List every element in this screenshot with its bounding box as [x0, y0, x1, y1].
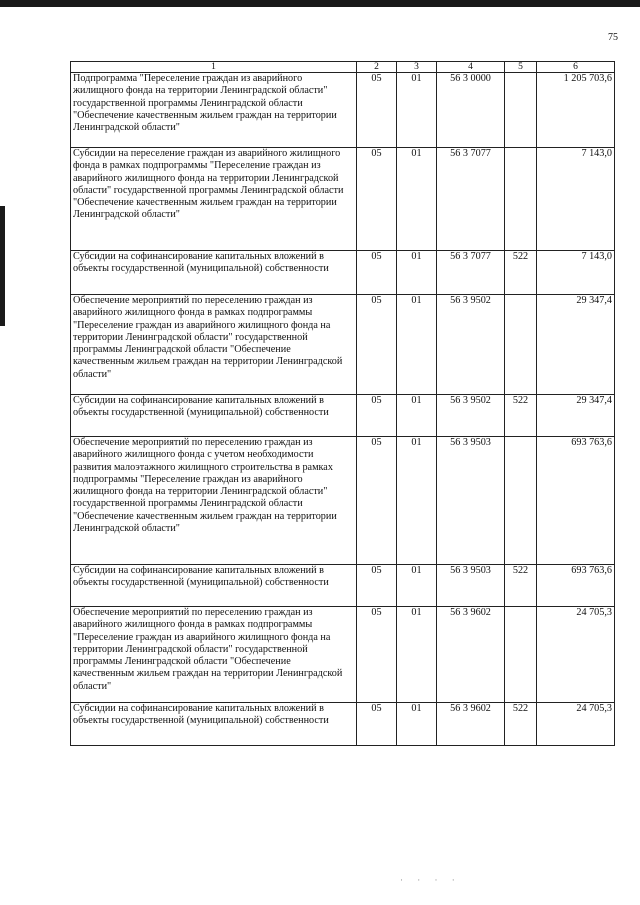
header-cell-2: 2: [357, 62, 397, 73]
row-section-cell: 05: [357, 437, 397, 565]
scan-left-edge-mark: [0, 206, 5, 326]
row-subsection-cell: 01: [397, 73, 437, 148]
row-section-cell: 05: [357, 607, 397, 703]
row-section-cell: 05: [357, 703, 397, 746]
row-subsection-cell: 01: [397, 395, 437, 437]
row-code-cell: 56 3 9602: [437, 607, 505, 703]
table-row: [71, 607, 615, 703]
row-code-cell: 56 3 7077: [437, 251, 505, 295]
row-subsection-cell: 01: [397, 148, 437, 251]
scan-specks: · · · ·: [400, 875, 461, 885]
row-type-cell: [505, 295, 537, 395]
row-subsection-cell: 01: [397, 295, 437, 395]
row-section-cell: 05: [357, 73, 397, 148]
row-code-cell: 56 3 9602: [437, 703, 505, 746]
row-amount-cell: 24 705,3: [537, 703, 615, 746]
row-code-cell: 56 3 7077: [437, 148, 505, 251]
row-type-cell: 522: [505, 395, 537, 437]
row-name-cell: Подпрограмма "Переселение граждан из аварийного жилищного фонда на территории Ленинградской области" государственной программы Ленинградской области "Обеспечение качественным жильем граждан на территории Ленинградской области": [71, 73, 357, 148]
row-type-cell: [505, 437, 537, 565]
row-type-cell: [505, 607, 537, 703]
row-section-cell: 05: [357, 148, 397, 251]
row-section-cell: 05: [357, 251, 397, 295]
row-name-cell: Субсидии на софинансирование капитальных вложений в объекты государственной (муниципальной) собственности: [71, 251, 357, 295]
row-name-cell: Субсидии на софинансирование капитальных вложений в объекты государственной (муниципальной) собственности: [71, 565, 357, 607]
row-name-cell: Субсидии на софинансирование капитальных вложений в объекты государственной (муниципальной) собственности: [71, 395, 357, 437]
row-name-cell: Обеспечение мероприятий по переселению граждан из аварийного жилищного фонда в рамках подпрограммы "Переселение граждан из аварийного жилищного фонда на территории Ленинградской области" государственной программы Ленинградской области "Обеспечение качественным жильем граждан на территории Ленинградской области": [71, 295, 357, 395]
budget-table: [70, 61, 615, 746]
header-cell-5: 5: [505, 62, 537, 73]
row-name-cell: Субсидии на переселение граждан из аварийного жилищного фонда в рамках подпрограммы "Переселение граждан из аварийного жилищного фонда на территории Ленинградской области" государственной программы Ленинградской области "Обеспечение качественным жильем граждан на территории Ленинградской области": [71, 148, 357, 251]
header-cell-6: 6: [537, 62, 615, 73]
scan-top-border: [0, 0, 640, 7]
row-name-cell: Обеспечение мероприятий по переселению граждан из аварийного жилищного фонда с учетом необходимости развития малоэтажного жилищного строительства в рамках подпрограммы "Переселение граждан из аварийного жилищного фонда на территории Ленинградской области" государственной программы Ленинградской области "Обеспечение качественным жильем граждан на территории Ленинградской области": [71, 437, 357, 565]
row-section-cell: 05: [357, 395, 397, 437]
row-name-cell: Обеспечение мероприятий по переселению граждан из аварийного жилищного фонда в рамках подпрограммы "Переселение граждан из аварийного жилищного фонда на территории Ленинградской области" государственной программы Ленинградской области "Обеспечение качественным жильем граждан на территории Ленинградской области": [71, 607, 357, 703]
row-amount-cell: 29 347,4: [537, 295, 615, 395]
row-type-cell: 522: [505, 703, 537, 746]
row-subsection-cell: 01: [397, 251, 437, 295]
table-row: [71, 395, 615, 437]
row-subsection-cell: 01: [397, 607, 437, 703]
row-amount-cell: 7 143,0: [537, 251, 615, 295]
table-row: [71, 251, 615, 295]
row-amount-cell: 7 143,0: [537, 148, 615, 251]
row-type-cell: 522: [505, 251, 537, 295]
row-amount-cell: 29 347,4: [537, 395, 615, 437]
table-row: [71, 437, 615, 565]
row-subsection-cell: 01: [397, 565, 437, 607]
row-type-cell: [505, 148, 537, 251]
row-code-cell: 56 3 9502: [437, 295, 505, 395]
row-amount-cell: 1 205 703,6: [537, 73, 615, 148]
row-subsection-cell: 01: [397, 703, 437, 746]
row-amount-cell: 693 763,6: [537, 565, 615, 607]
row-amount-cell: 24 705,3: [537, 607, 615, 703]
row-subsection-cell: 01: [397, 437, 437, 565]
header-cell-3: 3: [397, 62, 437, 73]
row-name-cell: Субсидии на софинансирование капитальных вложений в объекты государственной (муниципальной) собственности: [71, 703, 357, 746]
table-row: [71, 295, 615, 395]
table-row: [71, 73, 615, 148]
row-section-cell: 05: [357, 295, 397, 395]
row-type-cell: [505, 73, 537, 148]
header-cell-4: 4: [437, 62, 505, 73]
row-amount-cell: 693 763,6: [537, 437, 615, 565]
row-code-cell: 56 3 9503: [437, 565, 505, 607]
table-row: [71, 148, 615, 251]
row-type-cell: 522: [505, 565, 537, 607]
row-section-cell: 05: [357, 565, 397, 607]
table-row: [71, 565, 615, 607]
row-code-cell: 56 3 9502: [437, 395, 505, 437]
row-code-cell: 56 3 0000: [437, 73, 505, 148]
page-number: 75: [608, 32, 618, 43]
table-header-row: [71, 62, 615, 73]
table-row: [71, 703, 615, 746]
row-code-cell: 56 3 9503: [437, 437, 505, 565]
header-cell-1: 1: [71, 62, 357, 73]
